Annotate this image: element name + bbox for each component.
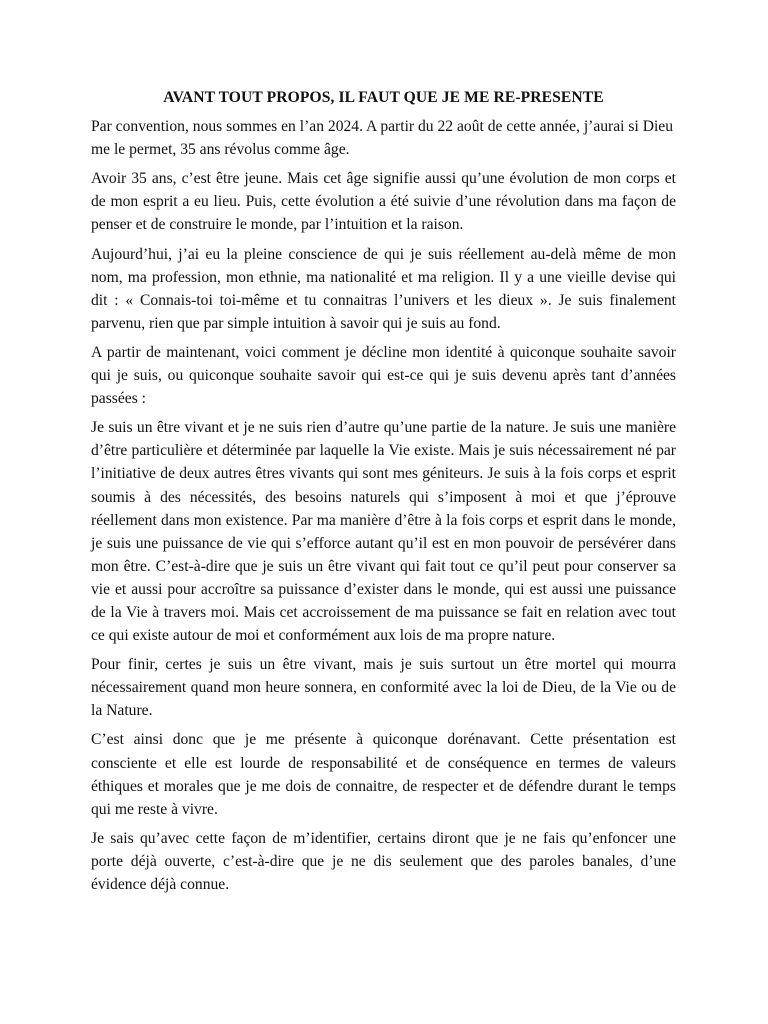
- paragraph-4: A partir de maintenant, voici comment je décline mon identité à quiconque souhaite savoir qui je suis, ou quiconque souhaite savoir qui est-ce qui je suis devenu après tant d’années passées :: [91, 343, 676, 408]
- paragraph-6: Pour finir, certes je suis un être vivant, mais je suis surtout un être mortel qui mourra nécessairement quand mon heure sonnera, en conformité avec la loi de Dieu, de la Vie ou de la Nature.: [91, 656, 676, 720]
- paragraph-5: Je suis un être vivant et je ne suis rien d’autre qu’une partie de la nature. Je suis une manière d’être particulière et déterminée par laquelle la Vie existe. Mais je suis nécessairement né par l’initiative de deux autres êtres vivants qui sont mes géniteurs. Je suis à la fois corps et esprit soumis à des nécessités, des besoins naturels qui s’imposent à moi et que j’éprouve réellement dans mon existence. Par ma manière d’être à la fois corps et esprit dans le monde, je suis une puissance de vie qui s’efforce autant qu’il est en mon pouvoir de persévérer dans mon être. C’est-à-dire que je suis un être vivant qui fait tout ce qu’il peut pour conserver sa vie et aussi pour accroître sa puissance d’exister dans le monde, qui est aussi une puissance de la Vie à travers moi. Mais cet accroissement de ma puissance se fait en relation avec tout ce qui existe autour de moi et conformément aux lois de ma propre nature.: [91, 419, 676, 645]
- paragraph-7: C’est ainsi donc que je me présente à quiconque dorénavant. Cette présentation est consciente et elle est lourde de responsabilité et de conséquence en termes de valeurs éthiques et morales que je me dois de connaitre, de respecter et de défendre durant le temps qui me reste à vivre.: [91, 731, 676, 818]
- paragraph-3: Aujourd’hui, j’ai eu la pleine conscience de qui je suis réellement au-delà même de mon nom, ma profession, mon ethnie, ma nationalité et ma religion. Il y a une vieille devise qui dit : « Connais-toi toi-même et tu connaitras l’univers et les dieux ». Je suis finalement parvenu, rien que par simple intuition à savoir qui je suis au fond.: [91, 245, 676, 332]
- paragraph-1: Par convention, nous sommes en l’an 2024. A partir du 22 août de cette année, j’aurai si Dieu me le permet, 35 ans révolus comme âge.: [91, 118, 674, 159]
- paragraph-8: Je sais qu’avec cette façon de m’identifier, certains diront que je ne fais qu’enfoncer une porte déjà ouverte, c’est-à-dire que je ne dis seulement que des paroles banales, d’une évidence déjà connue.: [91, 829, 676, 893]
- document-page: [91, 86, 676, 902]
- document-title: AVANT TOUT PROPOS, IL FAUT QUE JE ME RE-PRESENTE: [163, 89, 604, 106]
- paragraph-2: Avoir 35 ans, c’est être jeune. Mais cet âge signifie aussi qu’une évolution de mon corps et de mon esprit a eu lieu. Puis, cette évolution a été suivie d’une révolution dans ma façon de penser et de construire le monde, par l’intuition et la raison.: [91, 170, 676, 234]
